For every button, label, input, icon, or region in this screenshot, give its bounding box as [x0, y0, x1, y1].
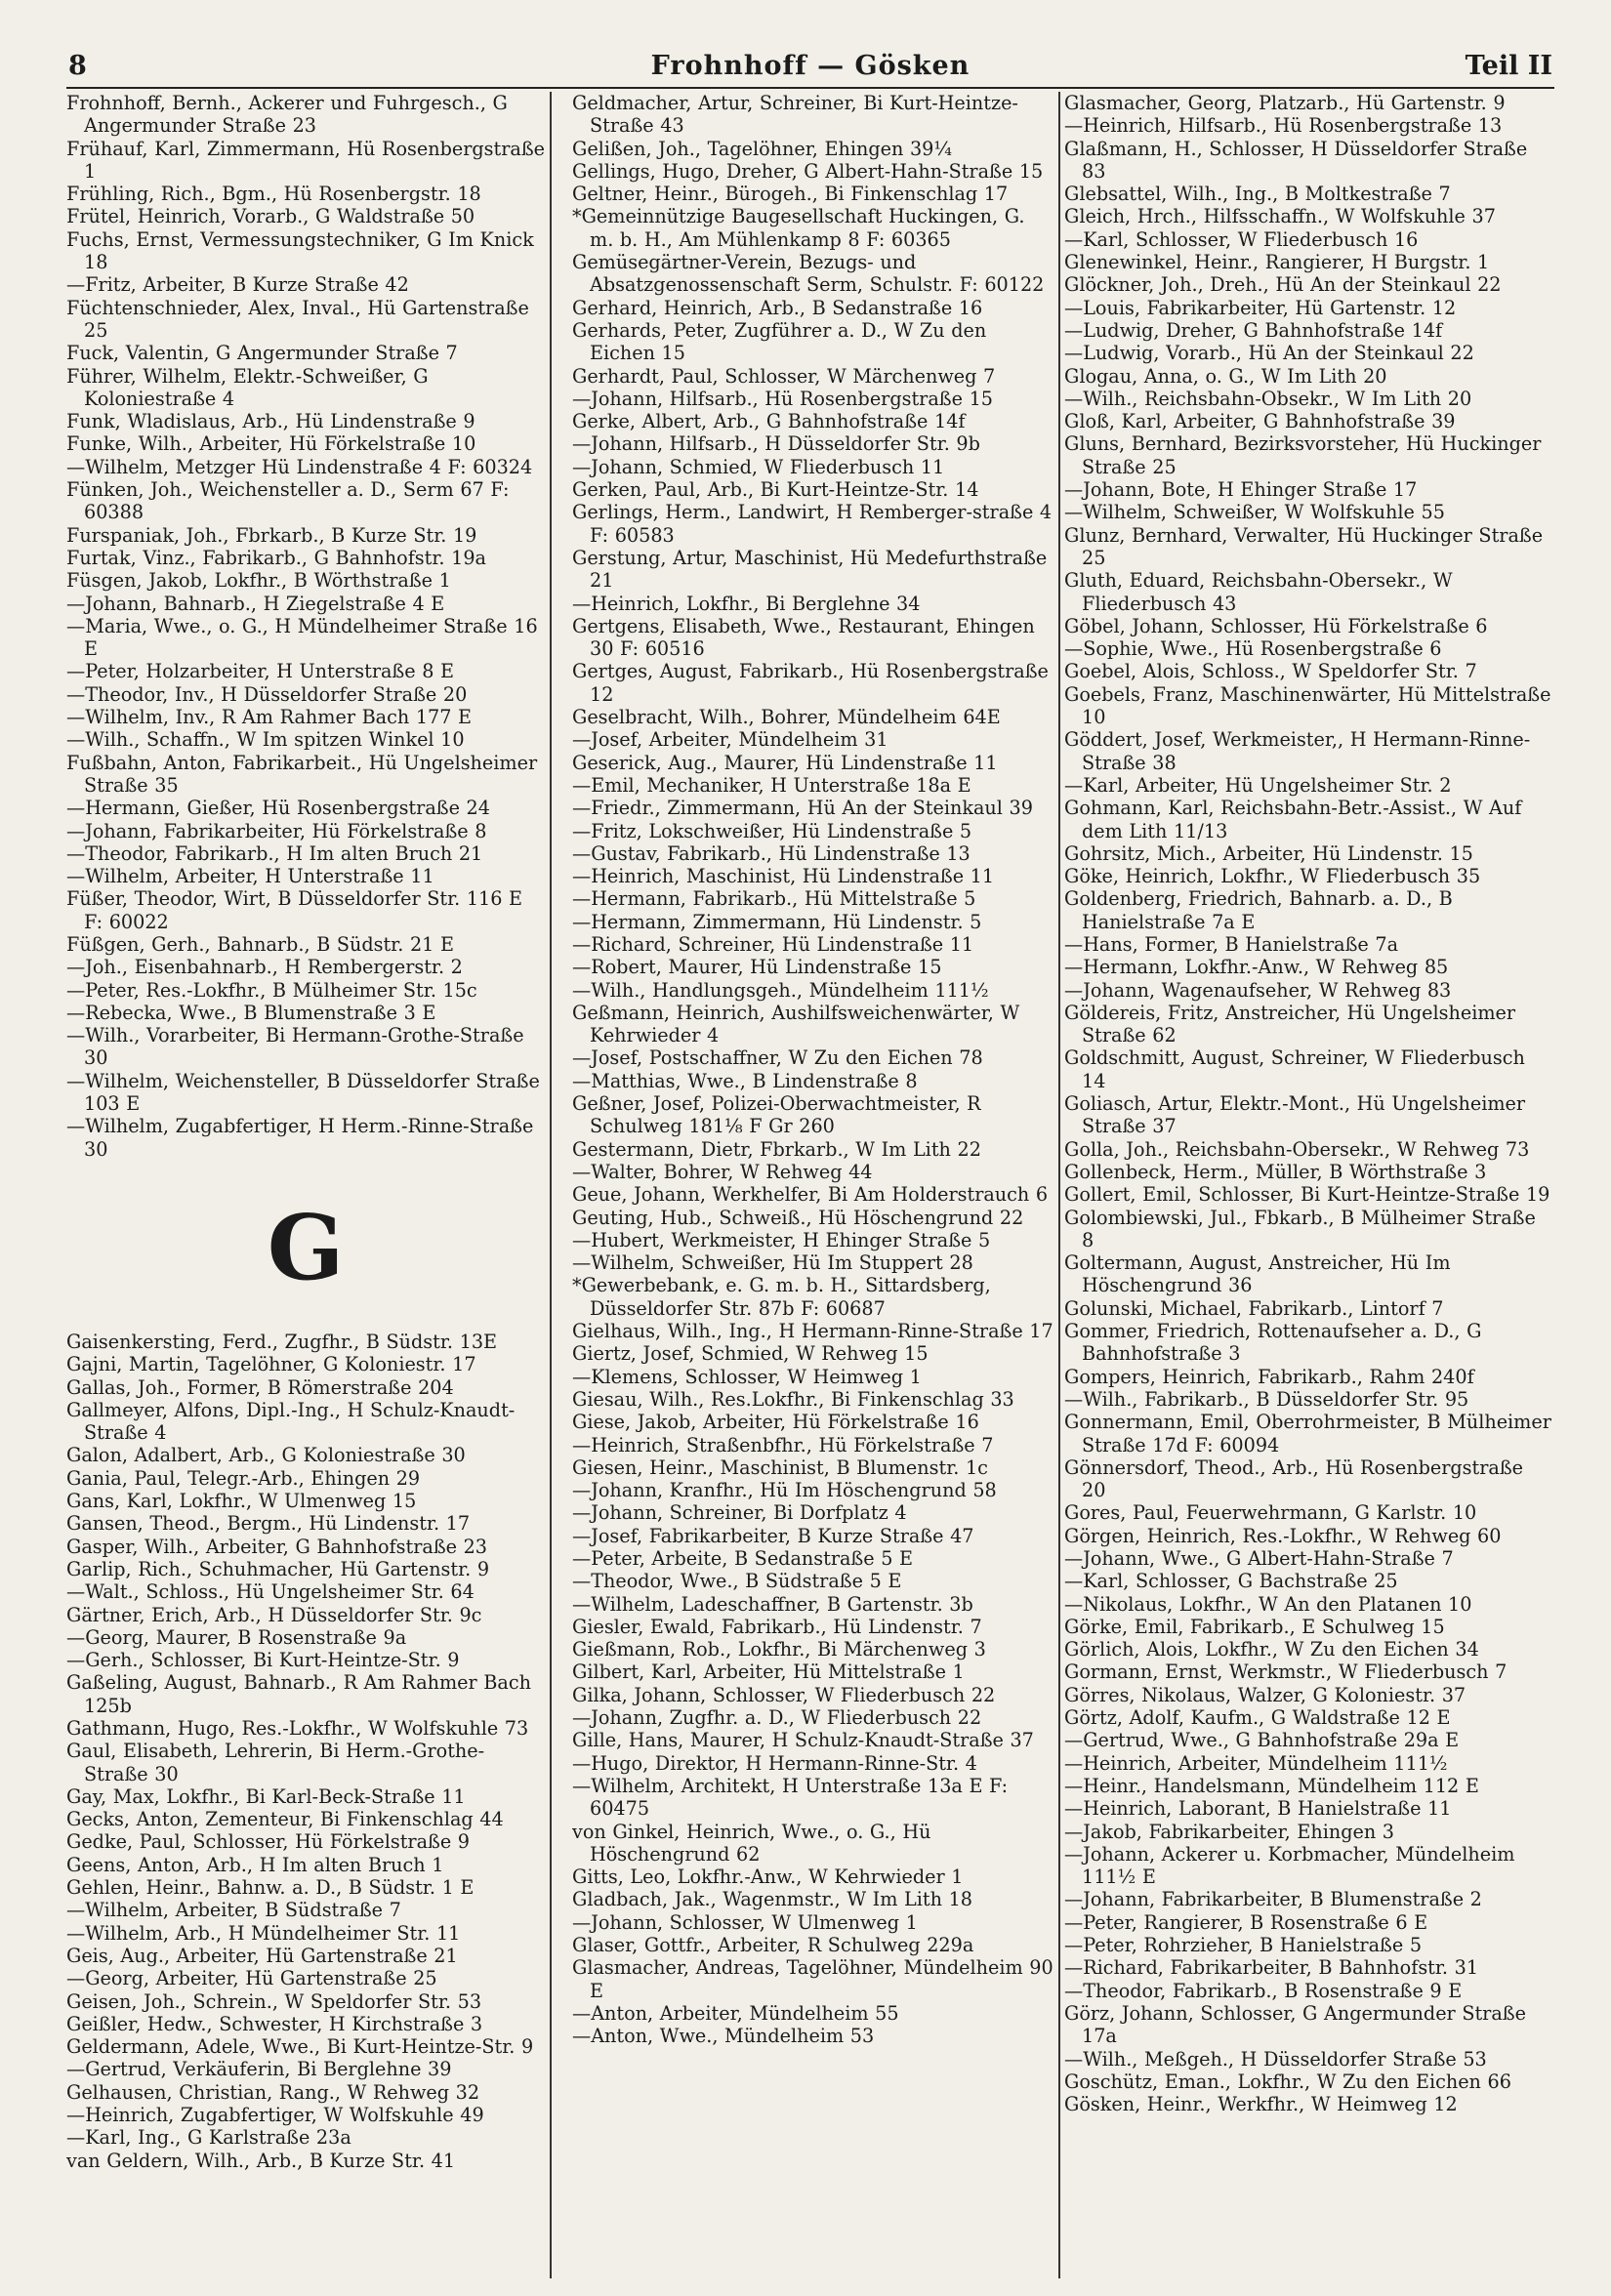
directory-entry: —Karl, Arbeiter, Hü Ungelsheimer Str. 2: [1064, 773, 1452, 797]
directory-entry: Gallmeyer, Alfons, Dipl.-Ing., H Schulz-Knaudt-Straße 4: [66, 1398, 516, 1445]
directory-entry: Gielhaus, Wilh., Ing., H Hermann-Rinne-Straße 17: [572, 1320, 1053, 1343]
directory-entry: Gohrsitz, Mich., Arbeiter, Hü Lindenstr. 15: [1064, 841, 1473, 865]
directory-entry: —Peter, Rohrzieher, B Hanielstraße 5: [1064, 1934, 1423, 1957]
directory-entry: Giesau, Wilh., Res.Lokfhr., Bi Finkenschlag 33: [572, 1387, 1014, 1411]
directory-entry: Golla, Joh., Reichsbahn-Obersekr., W Rehweg 73: [1064, 1137, 1530, 1161]
directory-entry: Geselbracht, Wilh., Bohrer, Mündelheim 64E: [572, 706, 1001, 729]
directory-entry: Gajni, Martin, Tagelöhner, G Koloniestr. 17: [66, 1353, 476, 1376]
directory-entry: —Peter, Arbeite, B Sedanstraße 5 E: [572, 1547, 914, 1570]
directory-entry: Gollenbeck, Herm., Müller, B Wörthstraße 3: [1064, 1160, 1487, 1183]
directory-entry: —Wilh., Meßgeh., H Düsseldorfer Straße 53: [1064, 2047, 1487, 2070]
directory-entry: —Karl, Schlosser, G Bachstraße 25: [1064, 1570, 1398, 1593]
directory-entry: —Josef, Postschaffner, W Zu den Eichen 78: [572, 1046, 983, 1070]
directory-entry: Gerhards, Peter, Zugführer a. D., W Zu den Eichen 15: [572, 318, 987, 365]
directory-entry: —Hermann, Zimmermann, Hü Lindenstr. 5: [572, 910, 982, 933]
directory-entry: Gerhard, Heinrich, Arb., B Sedanstraße 16: [572, 296, 983, 319]
directory-entry: —Fritz, Lokschweißer, Hü Lindenstraße 5: [572, 819, 972, 842]
directory-entry: —Heinrich, Hilfsarb., Hü Rosenbergstraße 13: [1064, 114, 1503, 138]
directory-entry: —Theodor, Wwe., B Südstraße 5 E: [572, 1570, 902, 1593]
directory-entry: Geue, Johann, Werkhelfer, Bi Am Holderstrauch 6: [572, 1183, 1049, 1207]
directory-entry: —Peter, Holzarbeiter, H Unterstraße 8 E: [66, 660, 455, 683]
directory-entry: Görke, Emil, Fabrikarb., E Schulweg 15: [1064, 1615, 1445, 1638]
directory-entry: —Karl, Schlosser, W Fliederbusch 16: [1064, 227, 1419, 251]
directory-entry: Gaisenkersting, Ferd., Zugfhr., B Südstr. 13E: [66, 1330, 498, 1353]
directory-entry: Gerken, Paul, Arb., Bi Kurt-Heintze-Str. 14: [572, 478, 979, 502]
directory-entry: Gommer, Friedrich, Rottenaufseher a. D., G Bahnhofstraße 3: [1064, 1320, 1482, 1366]
directory-entry: Gladbach, Jak., Wagenmstr., W Im Lith 18: [572, 1888, 973, 1911]
directory-entry: —Richard, Schreiner, Hü Lindenstraße 11: [572, 932, 974, 956]
directory-entry: —Ludwig, Dreher, G Bahnhofstraße 14f: [1064, 318, 1443, 342]
column-1-entries-bottom: [66, 1331, 545, 2172]
directory-entry: Glasmacher, Georg, Platzarb., Hü Gartenstr. 9: [1064, 92, 1506, 114]
directory-entry: Gluth, Eduard, Reichsbahn-Obersekr., W Fliederbusch 43: [1064, 569, 1453, 615]
directory-entry: Füchtenschnieder, Alex, Inval., Hü Gartenstraße 25: [66, 296, 529, 342]
directory-entry: —Johann, Schlosser, W Ulmenweg 1: [572, 1910, 918, 1934]
directory-entry: —Wilhelm, Zugabfertiger, H Herm.-Rinne-Straße 30: [66, 1115, 534, 1161]
directory-entry: von Ginkel, Heinrich, Wwe., o. G., Hü Höschengrund 62: [572, 1820, 931, 1866]
directory-entry: Galon, Adalbert, Arb., G Koloniestraße 30: [66, 1444, 466, 1467]
directory-entry: Gerlings, Herm., Landwirt, H Remberger-straße 4 F: 60583: [572, 501, 1053, 547]
directory-entry: —Johann, Bote, H Ehinger Straße 17: [1064, 478, 1418, 502]
directory-entry: Görres, Nikolaus, Walzer, G Koloniestr. 37: [1064, 1683, 1466, 1706]
column-divider: [550, 92, 552, 2278]
directory-entry: Gerstung, Artur, Maschinist, Hü Medefurthstraße 21: [572, 546, 1048, 593]
directory-entry: Goldschmitt, August, Schreiner, W Fliederbusch 14: [1064, 1046, 1525, 1092]
directory-entry: Glöckner, Joh., Dreh., Hü An der Steinkaul 22: [1064, 273, 1502, 297]
directory-entry: Gelißen, Joh., Tagelöhner, Ehingen 39¼: [572, 137, 952, 160]
directory-entry: —Johann, Zugfhr. a. D., W Fliederbusch 22: [572, 1706, 982, 1730]
directory-entry: —Johann, Hilfsarb., Hü Rosenbergstraße 15: [572, 387, 993, 410]
directory-entry: Glasmacher, Andreas, Tagelöhner, Mündelheim 90 E: [572, 1956, 1053, 2002]
column-1: [66, 92, 545, 2278]
directory-entry: Gaßeling, August, Bahnarb., R Am Rahmer Bach 125b: [66, 1671, 531, 1717]
directory-entry: Gelhausen, Christian, Rang., W Rehweg 32: [66, 2080, 480, 2104]
directory-entry: Gores, Paul, Feuerwehrmann, G Karlstr. 10: [1064, 1501, 1477, 1525]
directory-entry: Görtz, Adolf, Kaufm., G Waldstraße 12 E: [1064, 1706, 1451, 1730]
directory-entry: Gompers, Heinrich, Fabrikarb., Rahm 240f: [1064, 1365, 1474, 1388]
directory-entry: Geldermann, Adele, Wwe., Bi Kurt-Heintze-Str. 9: [66, 2035, 534, 2059]
directory-entry: —Johann, Wagenaufseher, W Rehweg 83: [1064, 978, 1452, 1002]
directory-entry: Füßer, Theodor, Wirt, B Düsseldorfer Str. 116 E F: 60022: [66, 887, 523, 933]
directory-entry: —Johann, Bahnarb., H Ziegelstraße 4 E: [66, 592, 445, 615]
directory-entry: —Johann, Kranfhr., Hü Im Höschengrund 58: [572, 1479, 997, 1502]
directory-entry: Gaul, Elisabeth, Lehrerin, Bi Herm.-Grothe-Straße 30: [66, 1740, 485, 1785]
directory-entry: Göldereis, Fritz, Anstreicher, Hü Ungelsheimer Straße 62: [1064, 1001, 1516, 1047]
directory-entry: Gohmann, Karl, Reichsbahn-Betr.-Assist., W Auf dem Lith 11/13: [1064, 797, 1522, 842]
directory-entry: Gecks, Anton, Zementeur, Bi Finkenschlag 44: [66, 1808, 504, 1831]
directory-entry: Gay, Max, Lokfhr., Bi Karl-Beck-Straße 11: [66, 1784, 466, 1808]
directory-entry: Führer, Wilhelm, Elektr.-Schweißer, G Koloniestraße 4: [66, 364, 429, 410]
directory-entry: Fuck, Valentin, G Angermunder Straße 7: [66, 342, 458, 365]
directory-entry: —Peter, Rangierer, B Rosenstraße 6 E: [1064, 1910, 1428, 1934]
directory-entry: Görz, Johann, Schlosser, G Angermunder Straße 17a: [1064, 2001, 1526, 2048]
directory-entry: —Friedr., Zimmermann, Hü An der Steinkaul 39: [572, 797, 1033, 820]
directory-entry: Frühauf, Karl, Zimmermann, Hü Rosenbergstraße 1: [66, 137, 545, 183]
directory-entry: —Josef, Fabrikarbeiter, B Kurze Straße 47: [572, 1524, 974, 1547]
page-number: 8: [68, 51, 87, 81]
directory-entry: Goldenberg, Friedrich, Bahnarb. a. D., B Hanielstraße 7a E: [1064, 887, 1453, 933]
column-3: [1064, 92, 1552, 2278]
directory-entry: Goschütz, Eman., Lokfhr., W Zu den Eichen 66: [1064, 2070, 1511, 2093]
directory-entry: Gehlen, Heinr., Bahnw. a. D., B Südstr. 1 E: [66, 1876, 475, 1900]
directory-entry: —Robert, Maurer, Hü Lindenstraße 15: [572, 956, 942, 979]
directory-entry: Göke, Heinrich, Lokfhr., W Fliederbusch 35: [1064, 865, 1481, 888]
directory-entry: Gilbert, Karl, Arbeiter, Hü Mittelstraße 1: [572, 1660, 965, 1684]
directory-entry: —Wilh., Reichsbahn-Obsekr., W Im Lith 20: [1064, 387, 1472, 410]
directory-entry: —Hermann, Gießer, Hü Rosenbergstraße 24: [66, 797, 490, 820]
directory-entry: —Johann, Wwe., G Albert-Hahn-Straße 7: [1064, 1547, 1454, 1570]
directory-entry: Glaßmann, H., Schlosser, H Düsseldorfer Straße 83: [1064, 137, 1528, 183]
directory-entry: Füßgen, Gerh., Bahnarb., B Südstr. 21 E: [66, 932, 454, 956]
directory-entry: —Hugo, Direktor, H Hermann-Rinne-Str. 4: [572, 1751, 977, 1775]
directory-entry: Gärtner, Erich, Arb., H Düsseldorfer Str. 9c: [66, 1603, 482, 1626]
directory-entry: Goebel, Alois, Schloss., W Speldorfer Str. 7: [1064, 660, 1477, 683]
directory-entry: Geens, Anton, Arb., H Im alten Bruch 1: [66, 1853, 444, 1876]
directory-entry: Geßner, Josef, Polizei-Oberwachtmeister, R Schulweg 181⅛ F Gr 260: [572, 1092, 981, 1138]
directory-entry: Frühling, Rich., Bgm., Hü Rosenbergstr. 18: [66, 183, 481, 206]
directory-entry: —Wilh., Fabrikarb., B Düsseldorfer Str. 95: [1064, 1387, 1469, 1411]
directory-entry: Gluns, Bernhard, Bezirksvorsteher, Hü Huckinger Straße 25: [1064, 432, 1542, 478]
directory-entry: —Georg, Arbeiter, Hü Gartenstraße 25: [66, 1967, 437, 1990]
directory-entry: —Heinrich, Zugabfertiger, W Wolfskuhle 49: [66, 2104, 484, 2127]
directory-entry: Görlich, Alois, Lokfhr., W Zu den Eichen 34: [1064, 1638, 1479, 1661]
directory-entry: —Johann, Schreiner, Bi Dorfplatz 4: [572, 1501, 907, 1525]
directory-entry: Gitts, Leo, Lokfhr.-Anw., W Kehrwieder 1: [572, 1866, 964, 1889]
part-label: Teil II: [1465, 51, 1552, 81]
directory-entry: Gania, Paul, Telegr.-Arb., Ehingen 29: [66, 1466, 421, 1490]
directory-entry: —Johann, Fabrikarbeiter, Hü Förkelstraße 8: [66, 819, 487, 842]
section-letter: G: [267, 1194, 345, 1300]
directory-entry: Geldmacher, Artur, Schreiner, Bi Kurt-Heintze-Straße 43: [572, 92, 1018, 138]
directory-entry: Gerhardt, Paul, Schlosser, W Märchenweg 7: [572, 364, 996, 388]
directory-entry: Fuchs, Ernst, Vermessungstechniker, G Im Knick 18: [66, 227, 534, 274]
directory-entry: Giertz, Josef, Schmied, W Rehweg 15: [572, 1342, 929, 1366]
directory-entry: —Ludwig, Vorarb., Hü An der Steinkaul 22: [1064, 342, 1474, 365]
directory-entry: —Hermann, Fabrikarb., Hü Mittelstraße 5: [572, 887, 976, 911]
column-divider: [1058, 92, 1060, 2278]
directory-entry: Geisen, Joh., Schrein., W Speldorfer Str. 53: [66, 1989, 482, 2013]
directory-entry: —Wilhelm, Arbeiter, H Unterstraße 11: [66, 865, 434, 888]
directory-entry: —Johann, Hilfsarb., H Düsseldorfer Str. 9b: [572, 432, 980, 456]
directory-entry: —Klemens, Schlosser, W Heimweg 1: [572, 1365, 922, 1388]
directory-entry: —Wilhelm, Weichensteller, B Düsseldorfer Straße 103 E: [66, 1069, 540, 1116]
directory-entry: Gerke, Albert, Arb., G Bahnhofstraße 14f: [572, 410, 966, 433]
directory-entry: Geis, Aug., Arbeiter, Hü Gartenstraße 21: [66, 1944, 458, 1967]
directory-entry: Frütel, Heinrich, Vorarb., G Waldstraße 50: [66, 205, 475, 228]
directory-entry: Gansen, Theod., Bergm., Hü Lindenstr. 17: [66, 1512, 471, 1536]
directory-entry: —Theodor, Fabrikarb., H Im alten Bruch 21: [66, 841, 483, 865]
page-header: [68, 51, 1552, 90]
directory-entry: —Matthias, Wwe., B Lindenstraße 8: [572, 1069, 918, 1092]
directory-entry: Garlip, Rich., Schuhmacher, Hü Gartenstr. 9: [66, 1557, 490, 1580]
directory-entry: Giesler, Ewald, Fabrikarb., Hü Lindenstr. 7: [572, 1615, 982, 1638]
directory-entry: Glaser, Gottfr., Arbeiter, R Schulweg 229a: [572, 1934, 974, 1957]
directory-entry: —Wilhelm, Arbeiter, B Südstraße 7: [66, 1899, 401, 1922]
directory-entry: *Gemeinnützige Baugesellschaft Huckingen, G. m. b. H., Am Mühlenkamp 8 F: 60365: [572, 205, 1025, 251]
directory-entry: Gallas, Joh., Former, B Römerstraße 204: [66, 1375, 454, 1399]
directory-entry: —Wilh., Schaffn., W Im spitzen Winkel 10: [66, 728, 465, 752]
directory-entry: —Joh., Eisenbahnarb., H Rembergerstr. 2: [66, 956, 463, 979]
directory-entry: Gönnersdorf, Theod., Arb., Hü Rosenbergstraße 20: [1064, 1456, 1524, 1502]
directory-entry: —Johann, Fabrikarbeiter, B Blumenstraße 2: [1064, 1888, 1482, 1911]
directory-entry: —Heinrich, Maschinist, Hü Lindenstraße 11: [572, 865, 995, 888]
directory-entry: —Anton, Wwe., Mündelheim 53: [572, 2025, 875, 2048]
directory-entry: —Hermann, Lokfhr.-Anw., W Rehweg 85: [1064, 956, 1449, 979]
directory-entry: Göddert, Josef, Werkmeister,, H Hermann-Rinne-Straße 38: [1064, 728, 1531, 774]
directory-entry: Görgen, Heinrich, Res.-Lokfhr., W Rehweg 60: [1064, 1524, 1502, 1547]
directory-entry: Gestermann, Dietr, Fbrkarb., W Im Lith 22: [572, 1137, 981, 1161]
directory-entry: —Wilh., Vorarbeiter, Bi Hermann-Grothe-Straße 30: [66, 1024, 524, 1070]
directory-entry: Glebsattel, Wilh., Ing., B Moltkestraße 7: [1064, 183, 1451, 206]
directory-entry: —Gertrud, Verkäuferin, Bi Berglehne 39: [66, 2058, 452, 2081]
directory-entry: —Sophie, Wwe., Hü Rosenbergstraße 6: [1064, 637, 1442, 661]
directory-entry: Funk, Wladislaus, Arb., Hü Lindenstraße 9: [66, 410, 475, 433]
directory-entry: —Nikolaus, Lokfhr., W An den Platanen 10: [1064, 1592, 1472, 1616]
directory-entry: Goliasch, Artur, Elektr.-Mont., Hü Ungelsheimer Straße 37: [1064, 1092, 1526, 1138]
directory-entry: Geltner, Heinr., Bürogeh., Bi Finkenschlag 17: [572, 183, 1009, 206]
directory-entry: Gleich, Hrch., Hilfsschaffn., W Wolfskuhle 37: [1064, 205, 1496, 228]
directory-entry: van Geldern, Wilh., Arb., B Kurze Str. 41: [66, 2149, 456, 2172]
column-2-entries: [572, 92, 1054, 2048]
directory-entry: —Wilhelm, Schweißer, W Wolfskuhle 55: [1064, 501, 1445, 524]
directory-entry: —Walt., Schloss., Hü Ungelsheimer Str. 64: [66, 1580, 475, 1604]
directory-entry: Geißler, Hedw., Schwester, H Kirchstraße 3: [66, 2012, 483, 2035]
directory-entry: —Rebecka, Wwe., B Blumenstraße 3 E: [66, 1001, 436, 1024]
directory-entry: —Anton, Arbeiter, Mündelheim 55: [572, 2001, 899, 2025]
directory-entry: —Theodor, Inv., H Düsseldorfer Straße 20: [66, 682, 468, 706]
directory-entry: Gille, Hans, Maurer, H Schulz-Knaudt-Straße 37: [572, 1729, 1034, 1752]
column-1-entries-top: [66, 92, 545, 1161]
directory-entry: Glenewinkel, Heinr., Rangierer, H Burgstr. 1: [1064, 251, 1490, 274]
directory-entry: —Heinrich, Laborant, B Hanielstraße 11: [1064, 1797, 1452, 1821]
directory-entry: Gathmann, Hugo, Res.-Lokfhr., W Wolfskuhle 73: [66, 1717, 529, 1740]
directory-entry: —Hans, Former, B Hanielstraße 7a: [1064, 932, 1399, 956]
directory-entry: —Wilh., Handlungsgeh., Mündelheim 111½: [572, 978, 989, 1002]
directory-entry: Goebels, Franz, Maschinenwärter, Hü Mittelstraße 10: [1064, 682, 1551, 729]
directory-entry: Giese, Jakob, Arbeiter, Hü Förkelstraße 16: [572, 1411, 979, 1434]
directory-entry: —Emil, Mechaniker, H Unterstraße 18a E: [572, 773, 971, 797]
directory-entry: Gollert, Emil, Schlosser, Bi Kurt-Heintze-Straße 19: [1064, 1183, 1550, 1207]
directory-entry: —Heinr., Handelsmann, Mündelheim 112 E: [1064, 1774, 1479, 1797]
directory-entry: —Jakob, Fabrikarbeiter, Ehingen 3: [1064, 1820, 1395, 1843]
directory-entry: —Wilhelm, Architekt, H Unterstraße 13a E F: 60475: [572, 1774, 1009, 1821]
directory-entry: —Fritz, Arbeiter, B Kurze Straße 42: [66, 273, 409, 297]
directory-entry: —Louis, Fabrikarbeiter, Hü Gartenstr. 12: [1064, 296, 1457, 319]
directory-entry: —Walter, Bohrer, W Rehweg 44: [572, 1160, 873, 1183]
page-title: Frohnhoff — Gösken: [650, 51, 971, 81]
directory-entry: Gertges, August, Fabrikarb., Hü Rosenbergstraße 12: [572, 660, 1049, 706]
directory-entry: Gellings, Hugo, Dreher, G Albert-Hahn-Straße 15: [572, 159, 1044, 183]
directory-entry: —Heinrich, Straßenbfhr., Hü Förkelstraße 7: [572, 1433, 994, 1456]
directory-entry: —Johann, Ackerer u. Korbmacher, Mündelheim 111½ E: [1064, 1842, 1515, 1889]
directory-entry: Gösken, Heinr., Werkfhr., W Heimweg 12: [1064, 2093, 1458, 2116]
directory-entry: Furspaniak, Joh., Fbrkarb., B Kurze Str. 19: [66, 523, 477, 547]
directory-entry: *Gewerbebank, e. G. m. b. H., Sittardsberg, Düsseldorfer Str. 87b F: 60687: [572, 1274, 991, 1320]
directory-entry: Geserick, Aug., Maurer, Hü Lindenstraße 11: [572, 751, 998, 774]
directory-entry: —Gerh., Schlosser, Bi Kurt-Heintze-Str. 9: [66, 1649, 460, 1672]
directory-entry: —Wilhelm, Arb., H Mündelheimer Str. 11: [66, 1921, 461, 1945]
directory-entry: Funke, Wilh., Arbeiter, Hü Förkelstraße 10: [66, 432, 476, 456]
directory-entry: —Wilhelm, Ladeschaffner, B Gartenstr. 3b: [572, 1592, 973, 1616]
directory-entry: —Peter, Res.-Lokfhr., B Mülheimer Str. 15c: [66, 978, 477, 1002]
directory-entry: Gasper, Wilh., Arbeiter, G Bahnhofstraße 23: [66, 1535, 488, 1558]
directory-entry: Glogau, Anna, o. G., W Im Lith 20: [1064, 364, 1387, 388]
directory-entry: Gießmann, Rob., Lokfhr., Bi Märchenweg 3: [572, 1638, 986, 1661]
directory-entry: —Wilhelm, Inv., R Am Rahmer Bach 177 E: [66, 706, 473, 729]
directory-entry: Gilka, Johann, Schlosser, W Fliederbusch 22: [572, 1683, 996, 1706]
directory-entry: Goltermann, August, Anstreicher, Hü Im Höschengrund 36: [1064, 1251, 1451, 1297]
directory-entry: Golombiewski, Jul., Fbkarb., B Mülheimer Straße 8: [1064, 1206, 1536, 1251]
directory-entry: —Heinrich, Arbeiter, Mündelheim 111½: [1064, 1751, 1448, 1775]
directory-entry: Geuting, Hub., Schweiß., Hü Höschengrund 22: [572, 1206, 1024, 1229]
directory-entry: Fünken, Joh., Weichensteller a. D., Serm 67 F: 60388: [66, 478, 510, 524]
directory-entry: Glunz, Bernhard, Verwalter, Hü Huckinger Straße 25: [1064, 523, 1544, 569]
directory-entry: —Heinrich, Lokfhr., Bi Berglehne 34: [572, 592, 921, 615]
header-rule: [66, 87, 1554, 89]
directory-entry: —Wilhelm, Schweißer, Hü Im Stuppert 28: [572, 1251, 973, 1275]
directory-entry: —Theodor, Fabrikarb., B Rosenstraße 9 E: [1064, 1979, 1463, 2002]
directory-entry: Frohnhoff, Bernh., Ackerer und Fuhrgesch., G Angermunder Straße 23: [66, 92, 508, 138]
directory-entry: —Georg, Maurer, B Rosenstraße 9a: [66, 1625, 407, 1649]
directory-entry: —Johann, Schmied, W Fliederbusch 11: [572, 455, 945, 478]
directory-entry: Fußbahn, Anton, Fabrikarbeit., Hü Ungelsheimer Straße 35: [66, 751, 538, 797]
directory-entry: Geßmann, Heinrich, Aushilfsweichenwärter, W Kehrwieder 4: [572, 1001, 1020, 1047]
directory-entry: Gloß, Karl, Arbeiter, G Bahnhofstraße 39: [1064, 410, 1456, 433]
directory-entry: Gans, Karl, Lokfhr., W Ulmenweg 15: [66, 1490, 417, 1513]
directory-entry: Golunski, Michael, Fabrikarb., Lintorf 7: [1064, 1296, 1444, 1320]
directory-entry: —Karl, Ing., G Karlstraße 23a: [66, 2126, 351, 2150]
column-2: [572, 92, 1054, 2278]
directory-entry: —Maria, Wwe., o. G., H Mündelheimer Straße 16 E: [66, 614, 538, 661]
directory-entry: Giesen, Heinr., Maschinist, B Blumenstr. 1c: [572, 1456, 988, 1479]
directory-entry: —Richard, Fabrikarbeiter, B Bahnhofstr. 31: [1064, 1956, 1479, 1980]
column-3-entries: [1064, 92, 1552, 2115]
directory-entry: —Gertrud, Wwe., G Bahnhofstraße 29a E: [1064, 1729, 1460, 1752]
directory-entry: Gedke, Paul, Schlosser, Hü Förkelstraße 9: [66, 1830, 471, 1854]
directory-entry: Furtak, Vinz., Fabrikarb., G Bahnhofstr. 19a: [66, 546, 486, 569]
directory-entry: Gemüsegärtner-Verein, Bezugs- und Absatzgenossenschaft Serm, Schulstr. F: 60122: [572, 251, 1045, 297]
directory-entry: Füsgen, Jakob, Lokfhr., B Wörthstraße 1: [66, 569, 451, 593]
directory-entry: Göbel, Johann, Schlosser, Hü Förkelstraße 6: [1064, 614, 1488, 637]
directory-entry: —Josef, Arbeiter, Mündelheim 31: [572, 728, 888, 752]
directory-entry: Gertgens, Elisabeth, Wwe., Restaurant, Ehingen 30 F: 60516: [572, 614, 1035, 661]
directory-entry: Gormann, Ernst, Werkmstr., W Fliederbusch 7: [1064, 1660, 1508, 1684]
directory-entry: Gonnermann, Emil, Oberrohrmeister, B Mülheimer Straße 17d F: 60094: [1064, 1411, 1551, 1456]
directory-entry: —Hubert, Werkmeister, H Ehinger Straße 5: [572, 1228, 991, 1251]
directory-entry: —Gustav, Fabrikarb., Hü Lindenstraße 13: [572, 841, 971, 865]
directory-entry: —Wilhelm, Metzger Hü Lindenstraße 4 F: 60324: [66, 455, 533, 478]
